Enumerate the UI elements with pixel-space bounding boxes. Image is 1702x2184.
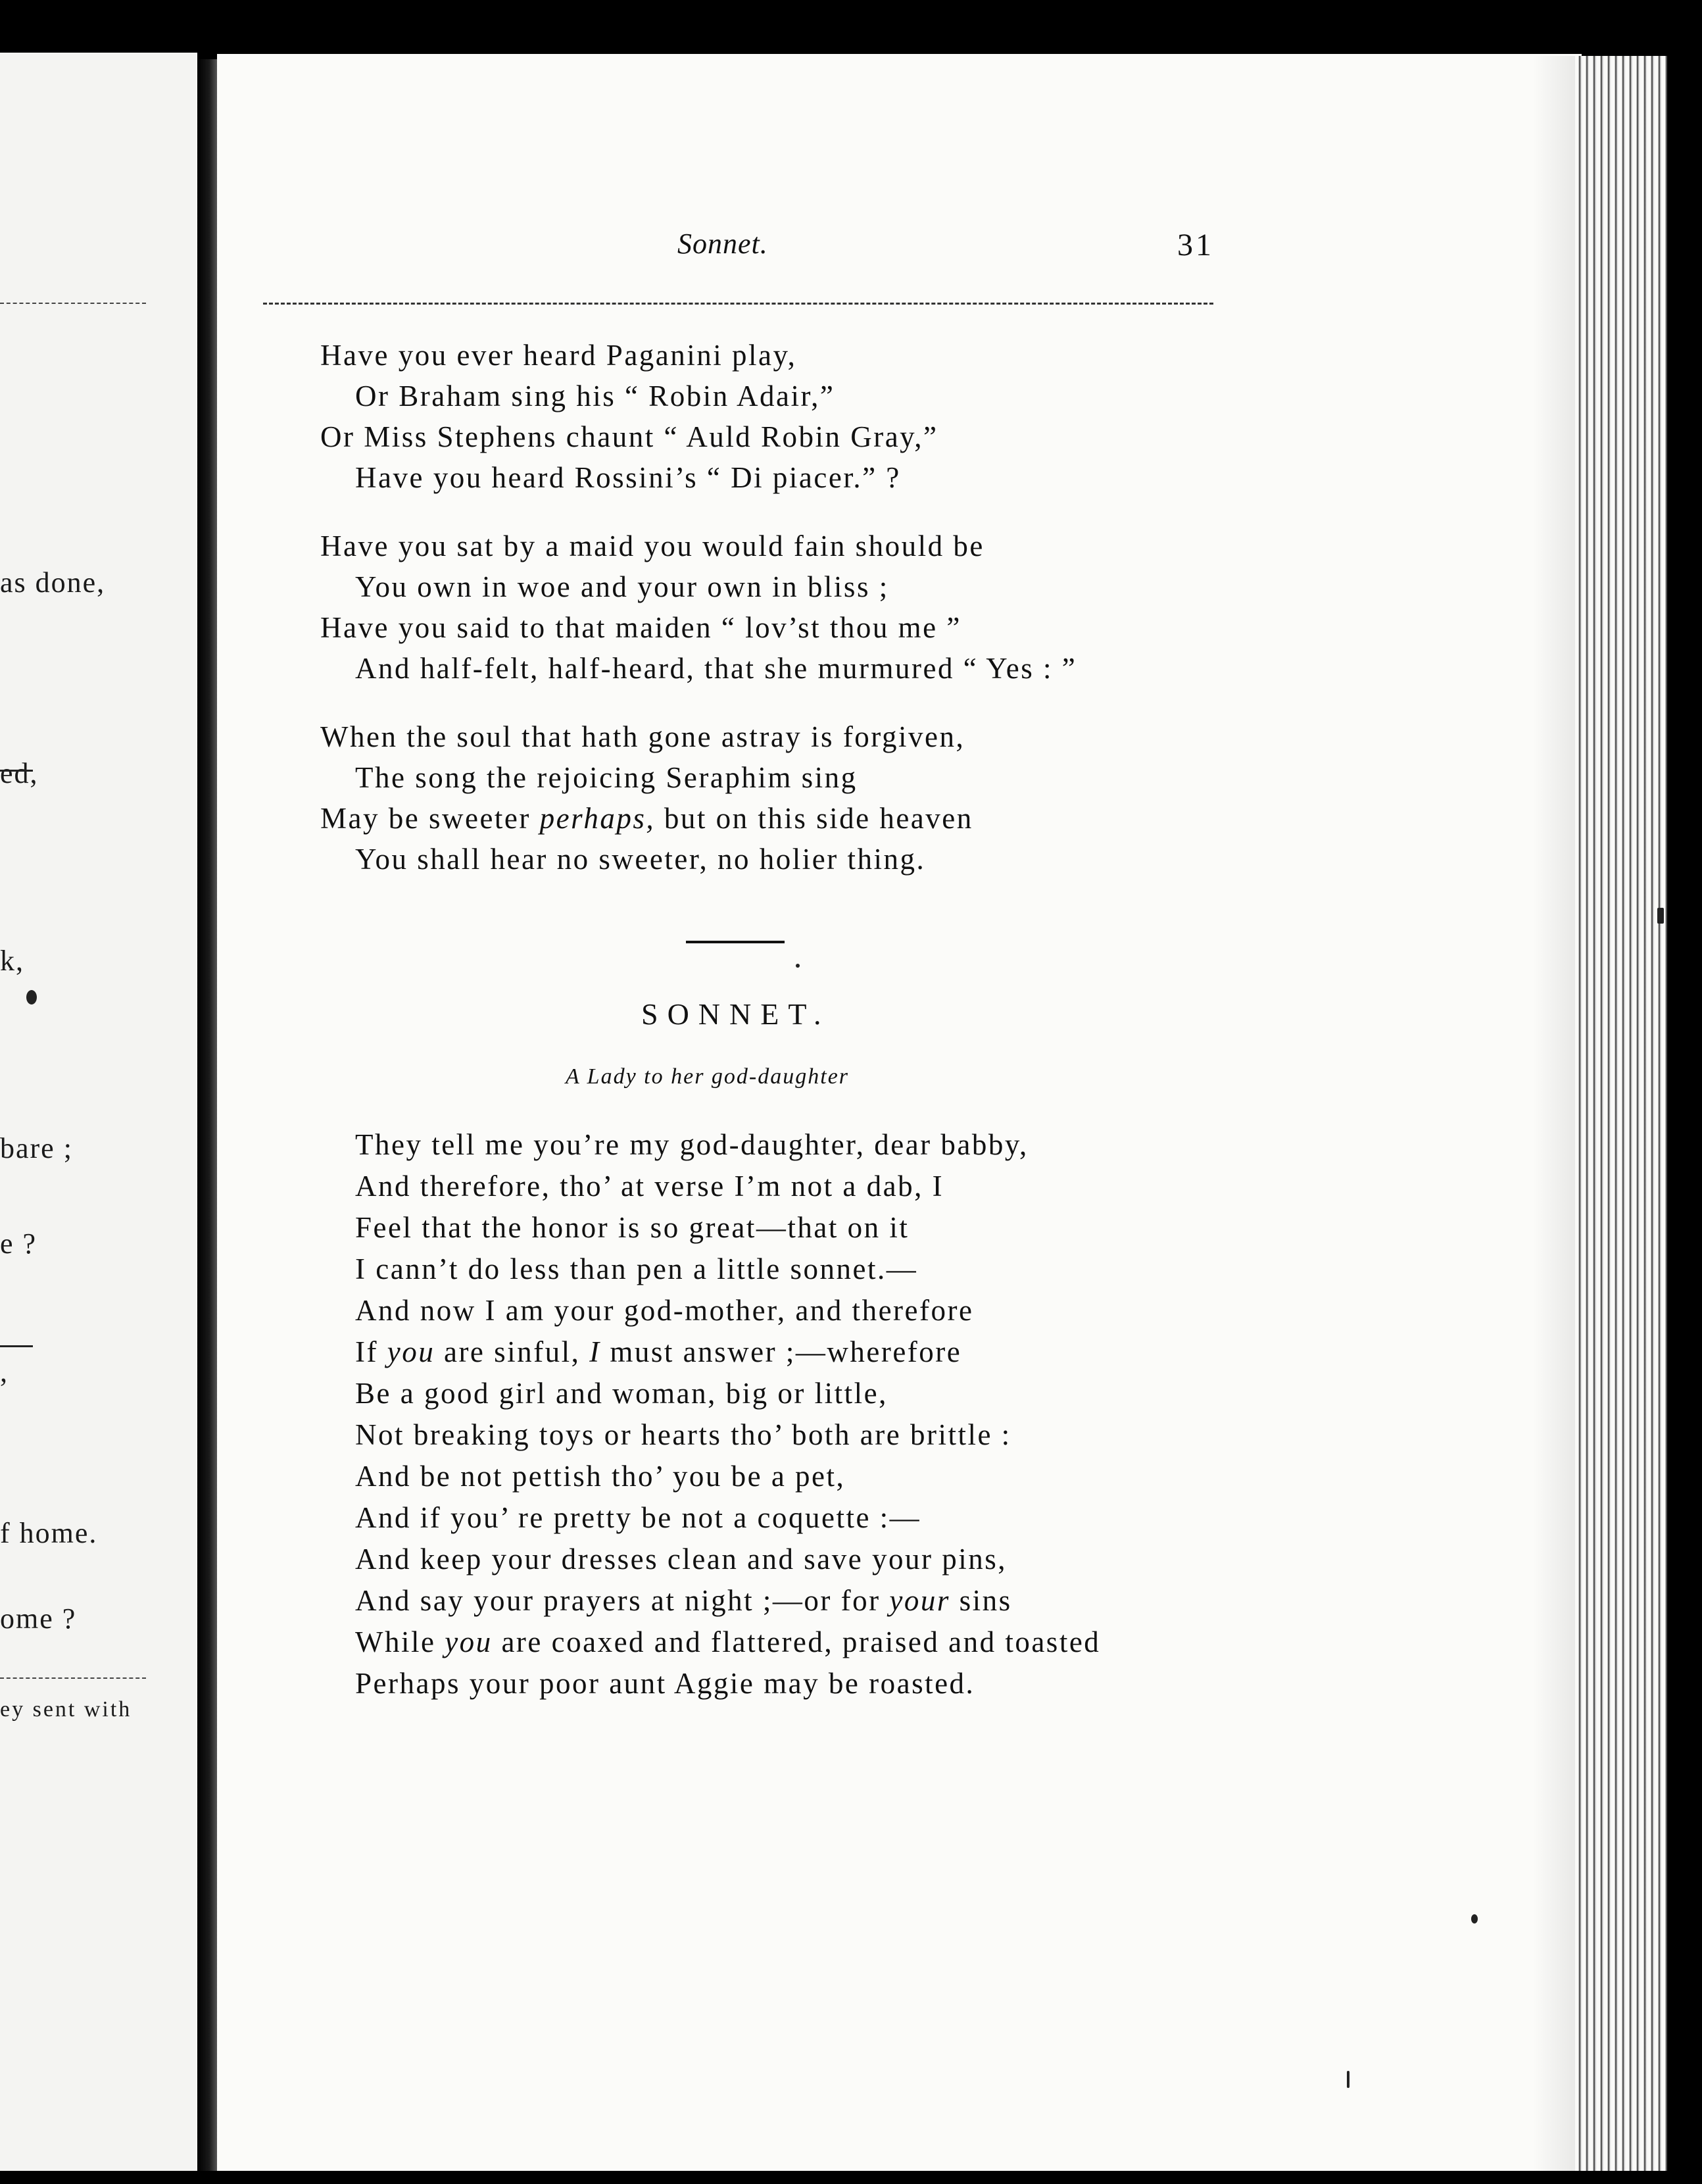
- ink-speck: [796, 964, 800, 968]
- sonnet-line: [355, 1622, 1100, 1662]
- poem-line: Have you heard Rossini’s “ Di piacer.” ?: [355, 461, 901, 494]
- poem-line: [320, 799, 973, 838]
- left-rule: [0, 770, 33, 772]
- sonnet-text: While: [355, 1626, 436, 1658]
- poem-text: May be sweeter: [320, 802, 531, 835]
- running-title: Sonnet.: [677, 228, 768, 260]
- sonnet-text: are sinful,: [443, 1335, 581, 1368]
- left-rule: [0, 303, 146, 304]
- sonnet-italic: I: [589, 1335, 601, 1368]
- ink-speck: [26, 990, 37, 1005]
- left-fragment: ,: [0, 1356, 9, 1388]
- left-fragment: bare ;: [0, 1132, 73, 1164]
- sonnet-line: And be not pettish tho’ you be a pet,: [355, 1460, 846, 1493]
- poem-line: Have you sat by a maid you would fain should be: [320, 530, 985, 562]
- left-page: [0, 53, 197, 2171]
- sonnet-line: Not breaking toys or hearts tho’ both are brittle :: [355, 1418, 1011, 1451]
- sonnet-title: SONNET.: [641, 997, 831, 1031]
- page-shadow: [1532, 56, 1578, 2171]
- poem-line: When the soul that hath gone astray is forgiven,: [320, 720, 965, 753]
- poem-text: but on this side heaven: [664, 802, 973, 835]
- sonnet-line: [355, 1332, 961, 1372]
- poem-line: Or Miss Stephens chaunt “ Auld Robin Gray,”: [320, 420, 938, 453]
- ink-speck: [1347, 2071, 1349, 2088]
- poem-line: And half-felt, half-heard, that she murmured “ Yes : ”: [355, 652, 1077, 685]
- left-fragment: f home.: [0, 1517, 98, 1549]
- sonnet-line: [355, 1581, 1012, 1620]
- sonnet-line: Perhaps your poor aunt Aggie may be roasted.: [355, 1667, 975, 1700]
- sonnet-text: sins: [959, 1584, 1012, 1617]
- left-fragment: ey sent with: [0, 1697, 132, 1722]
- sonnet-line: And therefore, tho’ at verse I’m not a dab, I: [355, 1170, 944, 1203]
- sonnet-text: If: [355, 1335, 378, 1368]
- page-number: 31: [1177, 228, 1214, 262]
- ink-speck: [1657, 908, 1664, 924]
- sonnet-line: And if you’ re pretty be not a coquette :—: [355, 1501, 921, 1534]
- left-fragment: k,: [0, 945, 24, 977]
- page-edges: [1575, 56, 1667, 2171]
- sonnet-line: I cann’t do less than pen a little sonnet.—: [355, 1253, 918, 1285]
- header-rule: [263, 303, 1213, 305]
- sonnet-text: are coaxed and flattered, praised and toasted: [501, 1626, 1101, 1658]
- left-rule: [0, 1677, 146, 1679]
- poem-line: Have you ever heard Paganini play,: [320, 339, 797, 372]
- left-fragment: e ?: [0, 1228, 37, 1260]
- poem-line: The song the rejoicing Seraphim sing: [355, 761, 858, 794]
- book-gutter: [197, 59, 217, 2171]
- poem-line: Or Braham sing his “ Robin Adair,”: [355, 380, 835, 412]
- sonnet-line: Feel that the honor is so great—that on it: [355, 1211, 910, 1244]
- left-rule: [0, 1345, 33, 1347]
- sonnet-text: And say your prayers at night ;—or for: [355, 1584, 881, 1617]
- sonnet-line: And now I am your god-mother, and therefore: [355, 1294, 974, 1327]
- poem-line: You own in woe and your own in bliss ;: [355, 570, 889, 603]
- poem-italic: perhaps,: [539, 802, 656, 835]
- poem-line: Have you said to that maiden “ lov’st thou me ”: [320, 611, 961, 644]
- left-fragment: as done,: [0, 566, 106, 599]
- sonnet-line: Be a good girl and woman, big or little,: [355, 1377, 888, 1410]
- left-fragment: ome ?: [0, 1602, 77, 1635]
- sonnet-line: And keep your dresses clean and save your pins,: [355, 1543, 1008, 1576]
- sonnet-text: must answer ;—wherefore: [610, 1335, 962, 1368]
- sonnet-line: They tell me you’re my god-daughter, dear babby,: [355, 1128, 1029, 1161]
- left-fragment: ed,: [0, 757, 39, 789]
- sonnet-italic: you: [387, 1335, 435, 1368]
- sonnet-subtitle: A Lady to her god-daughter: [566, 1064, 850, 1089]
- sonnet-italic: your: [889, 1584, 950, 1617]
- sonnet-italic: you: [445, 1626, 493, 1658]
- section-separator: [686, 941, 785, 943]
- ink-speck: [1471, 1914, 1478, 1923]
- poem-line: You shall hear no sweeter, no holier thing.: [355, 843, 926, 876]
